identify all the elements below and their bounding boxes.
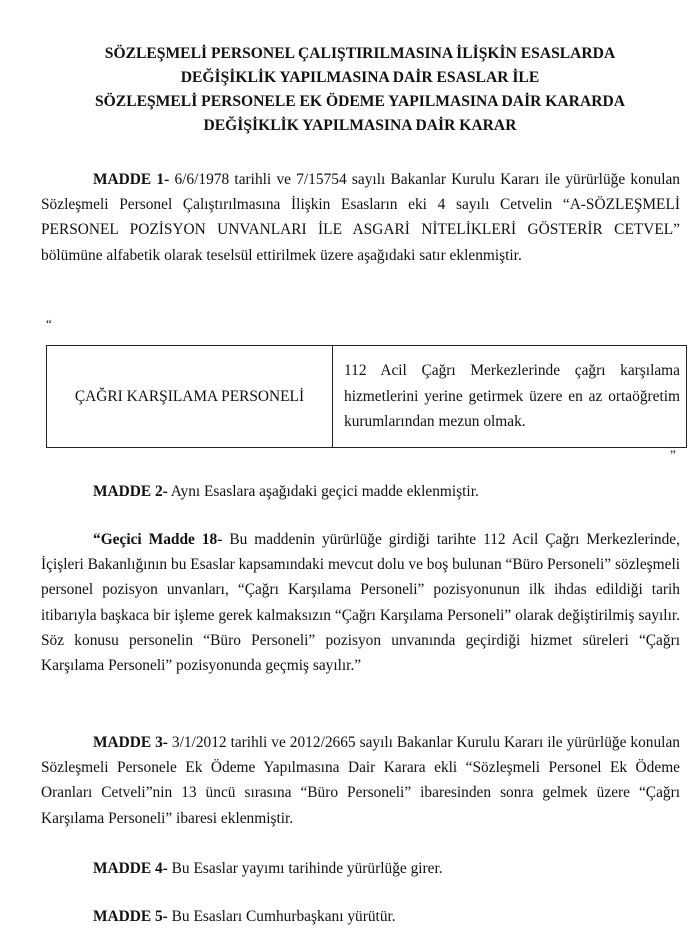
madde-1-label: MADDE 1- <box>93 171 170 188</box>
closing-quote-mark: ” <box>670 447 676 462</box>
madde-4-label: MADDE 4- <box>93 860 168 877</box>
opening-quote-mark: “ <box>46 316 52 331</box>
madde-5-paragraph <box>41 904 680 929</box>
title-line-2: DEĞİŞİKLİK YAPILMASINA DAİR ESASLAR İLE <box>180 69 540 86</box>
madde-5-label: MADDE 5- <box>93 908 168 925</box>
title-line-3: SÖZLEŞMELİ PERSONELE EK ÖDEME YAPILMASINA DAİR KARARDA <box>95 93 625 110</box>
qualification-cell: 112 Acil Çağrı Merkezlerinde çağrı karşılama hizmetlerini yerine getirmek üzere en az ortaöğretim kurumlarından mezun olmak. <box>333 346 687 448</box>
madde-1-paragraph <box>41 167 680 268</box>
madde-1-text: 6/6/1978 tarihli ve 7/15754 sayılı Bakanlar Kurulu Kararı ile yürürlüğe konulan Sözleşmeli Personel Çalıştırılmasına İlişkin Esasların eki 4 sayılı Cetvelin “A-SÖZLEŞMELİ PERSONEL POZİSYON UNVANLARI İLE ASGARİ NİTELİKLERİ GÖSTERİR CETVEL” bölümüne alfabetik olarak teselsül ettirilmek üzere aşağıdaki satır eklenmiştir. <box>41 171 680 264</box>
title-line-1: SÖZLEŞMELİ PERSONEL ÇALIŞTIRILMASINA İLİŞKİN ESASLARDA <box>104 45 616 62</box>
madde-3-text: 3/1/2012 tarihli ve 2012/2665 sayılı Bakanlar Kurulu Kararı ile yürürlüğe konulan Sözleşmeli Personele Ek Ödeme Yapılmasına Dair Karara ekli “Sözleşmeli Personel Ek Ödeme Oranları Cetveli”nin 13 üncü sırasına “Büro Personeli” ibaresinden sonra gelmek üzere “Çağrı Karşılama Personeli” ibaresi eklenmiştir. <box>41 734 680 827</box>
madde-4-paragraph <box>41 856 680 881</box>
madde-3-paragraph <box>41 730 680 831</box>
gecici-madde-paragraph <box>41 527 680 678</box>
position-title-cell: ÇAĞRI KARŞILAMA PERSONELİ <box>47 346 333 448</box>
title-line-4: DEĞİŞİKLİK YAPILMASINA DAİR KARAR <box>203 117 517 134</box>
table-row <box>47 346 687 448</box>
document-title <box>40 42 680 138</box>
madde-4-text: Bu Esaslar yayımı tarihinde yürürlüğe girer. <box>167 860 443 877</box>
madde-2-paragraph <box>41 479 680 504</box>
gecici-madde-text: Bu maddenin yürürlüğe girdiği tarihte 112 Acil Çağrı Merkezlerinde, İçişleri Bakanlığının bu Esaslar kapsamındaki mevcut dolu ve boş bulunan “Büro Personeli” sözleşmeli personel pozisyon unvanları, “Çağrı Karşılama Personeli” pozisyonunun ilk ihdas edildiği tarih itibarıyla başkaca bir işleme gerek kalmaksızın “Çağrı Karşılama Personeli” olarak değiştirilmiş sayılır. Söz konusu personelin “Büro Personeli” pozisyon unvanında geçirdiği hizmet süreleri “Çağrı Karşılama Personeli” pozisyonunda geçmiş sayılır.” <box>41 531 680 675</box>
cetvel-table <box>46 345 687 448</box>
madde-2-label: MADDE 2- <box>93 483 168 500</box>
madde-2-text: Aynı Esaslara aşağıdaki geçici madde eklenmiştir. <box>167 483 479 500</box>
madde-3-label: MADDE 3- <box>93 734 168 751</box>
gecici-madde-label: “Geçici Madde 18- <box>93 531 223 548</box>
madde-5-text: Bu Esasları Cumhurbaşkanı yürütür. <box>167 908 396 925</box>
